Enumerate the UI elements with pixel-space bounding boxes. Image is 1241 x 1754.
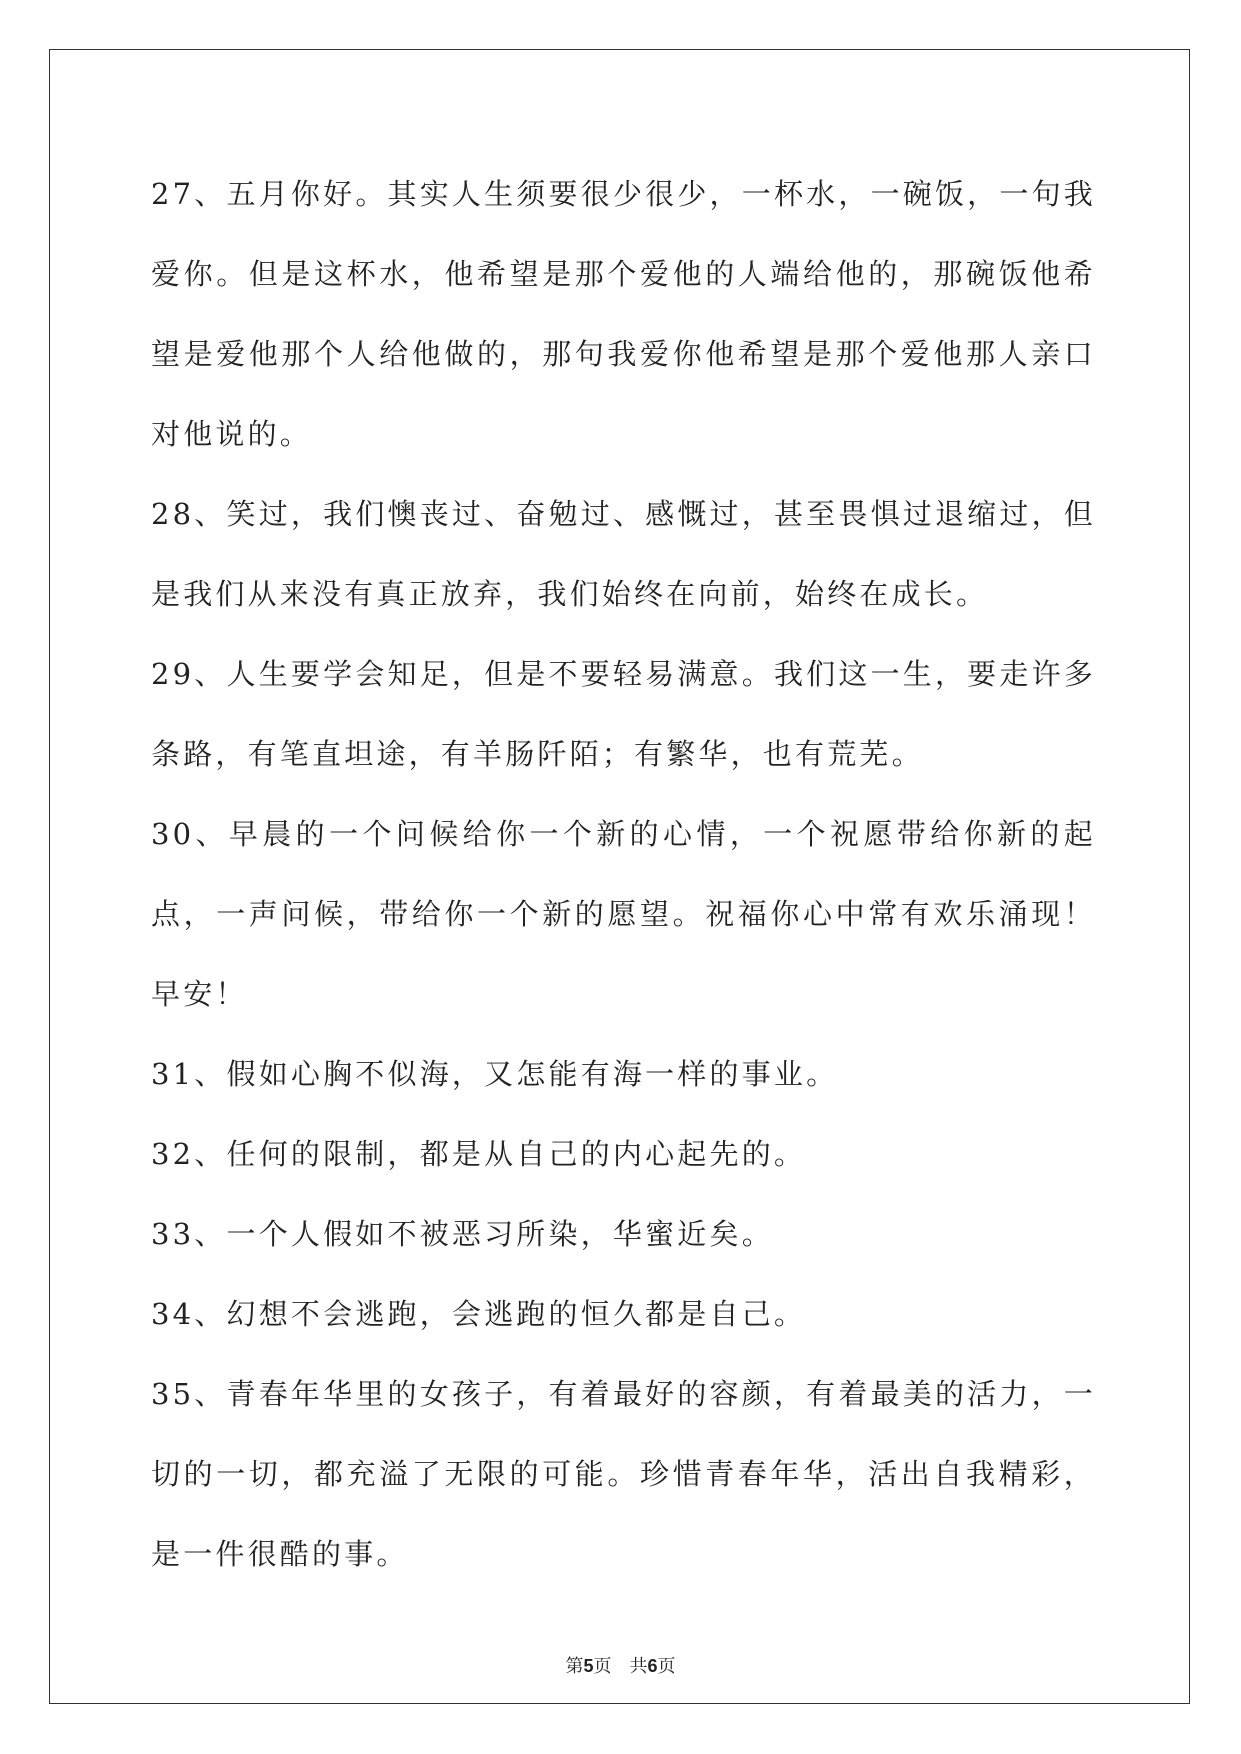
page-number-suffix: 页 [593, 1656, 612, 1677]
total-pages: 6 [647, 1656, 658, 1676]
paragraph-27: 27、五月你好。其实人生须要很少很少，一杯水，一碗饭，一句我爱你。但是这杯水，他希望是那个爱他的人端给他的，那碗饭他希望是爱他那个人给他做的，那句我爱你他希望是那个爱他那人亲口对他说的。 [151, 177, 1096, 451]
paragraph-30: 30、早晨的一个问候给你一个新的心情，一个祝愿带给你新的起点，一声问候，带给你一个新的愿望。祝福你心中常有欢乐涌现！早安！ [151, 817, 1096, 1011]
page-number-prefix: 第 [565, 1656, 584, 1677]
total-pages-prefix: 共 [629, 1656, 648, 1677]
paragraph-31: 31、假如心胸不似海，又怎能有海一样的事业。 [151, 1057, 839, 1091]
page-number: 5 [583, 1656, 594, 1676]
document-body [151, 154, 1096, 1594]
paragraph-32: 32、任何的限制，都是从自己的内心起先的。 [151, 1137, 807, 1171]
page-footer [0, 1652, 1241, 1678]
paragraph-35: 35、青春年华里的女孩子，有着最好的容颜，有着最美的活力，一切的一切，都充溢了无限的可能。珍惜青春年华，活出自我精彩，是一件很酷的事。 [151, 1377, 1096, 1571]
paragraph-29: 29、人生要学会知足，但是不要轻易满意。我们这一生，要走许多条路，有笔直坦途，有羊肠阡陌；有繁华，也有荒芜。 [151, 657, 1096, 771]
paragraph-33: 33、一个人假如不被恶习所染，华蜜近矣。 [151, 1217, 774, 1251]
paragraph-28: 28、笑过，我们懊丧过、奋勉过、感慨过，甚至畏惧过退缩过，但是我们从来没有真正放弃，我们始终在向前，始终在成长。 [151, 497, 1096, 611]
total-pages-suffix: 页 [657, 1656, 676, 1677]
paragraph-34: 34、幻想不会逃跑，会逃跑的恒久都是自己。 [151, 1297, 807, 1331]
